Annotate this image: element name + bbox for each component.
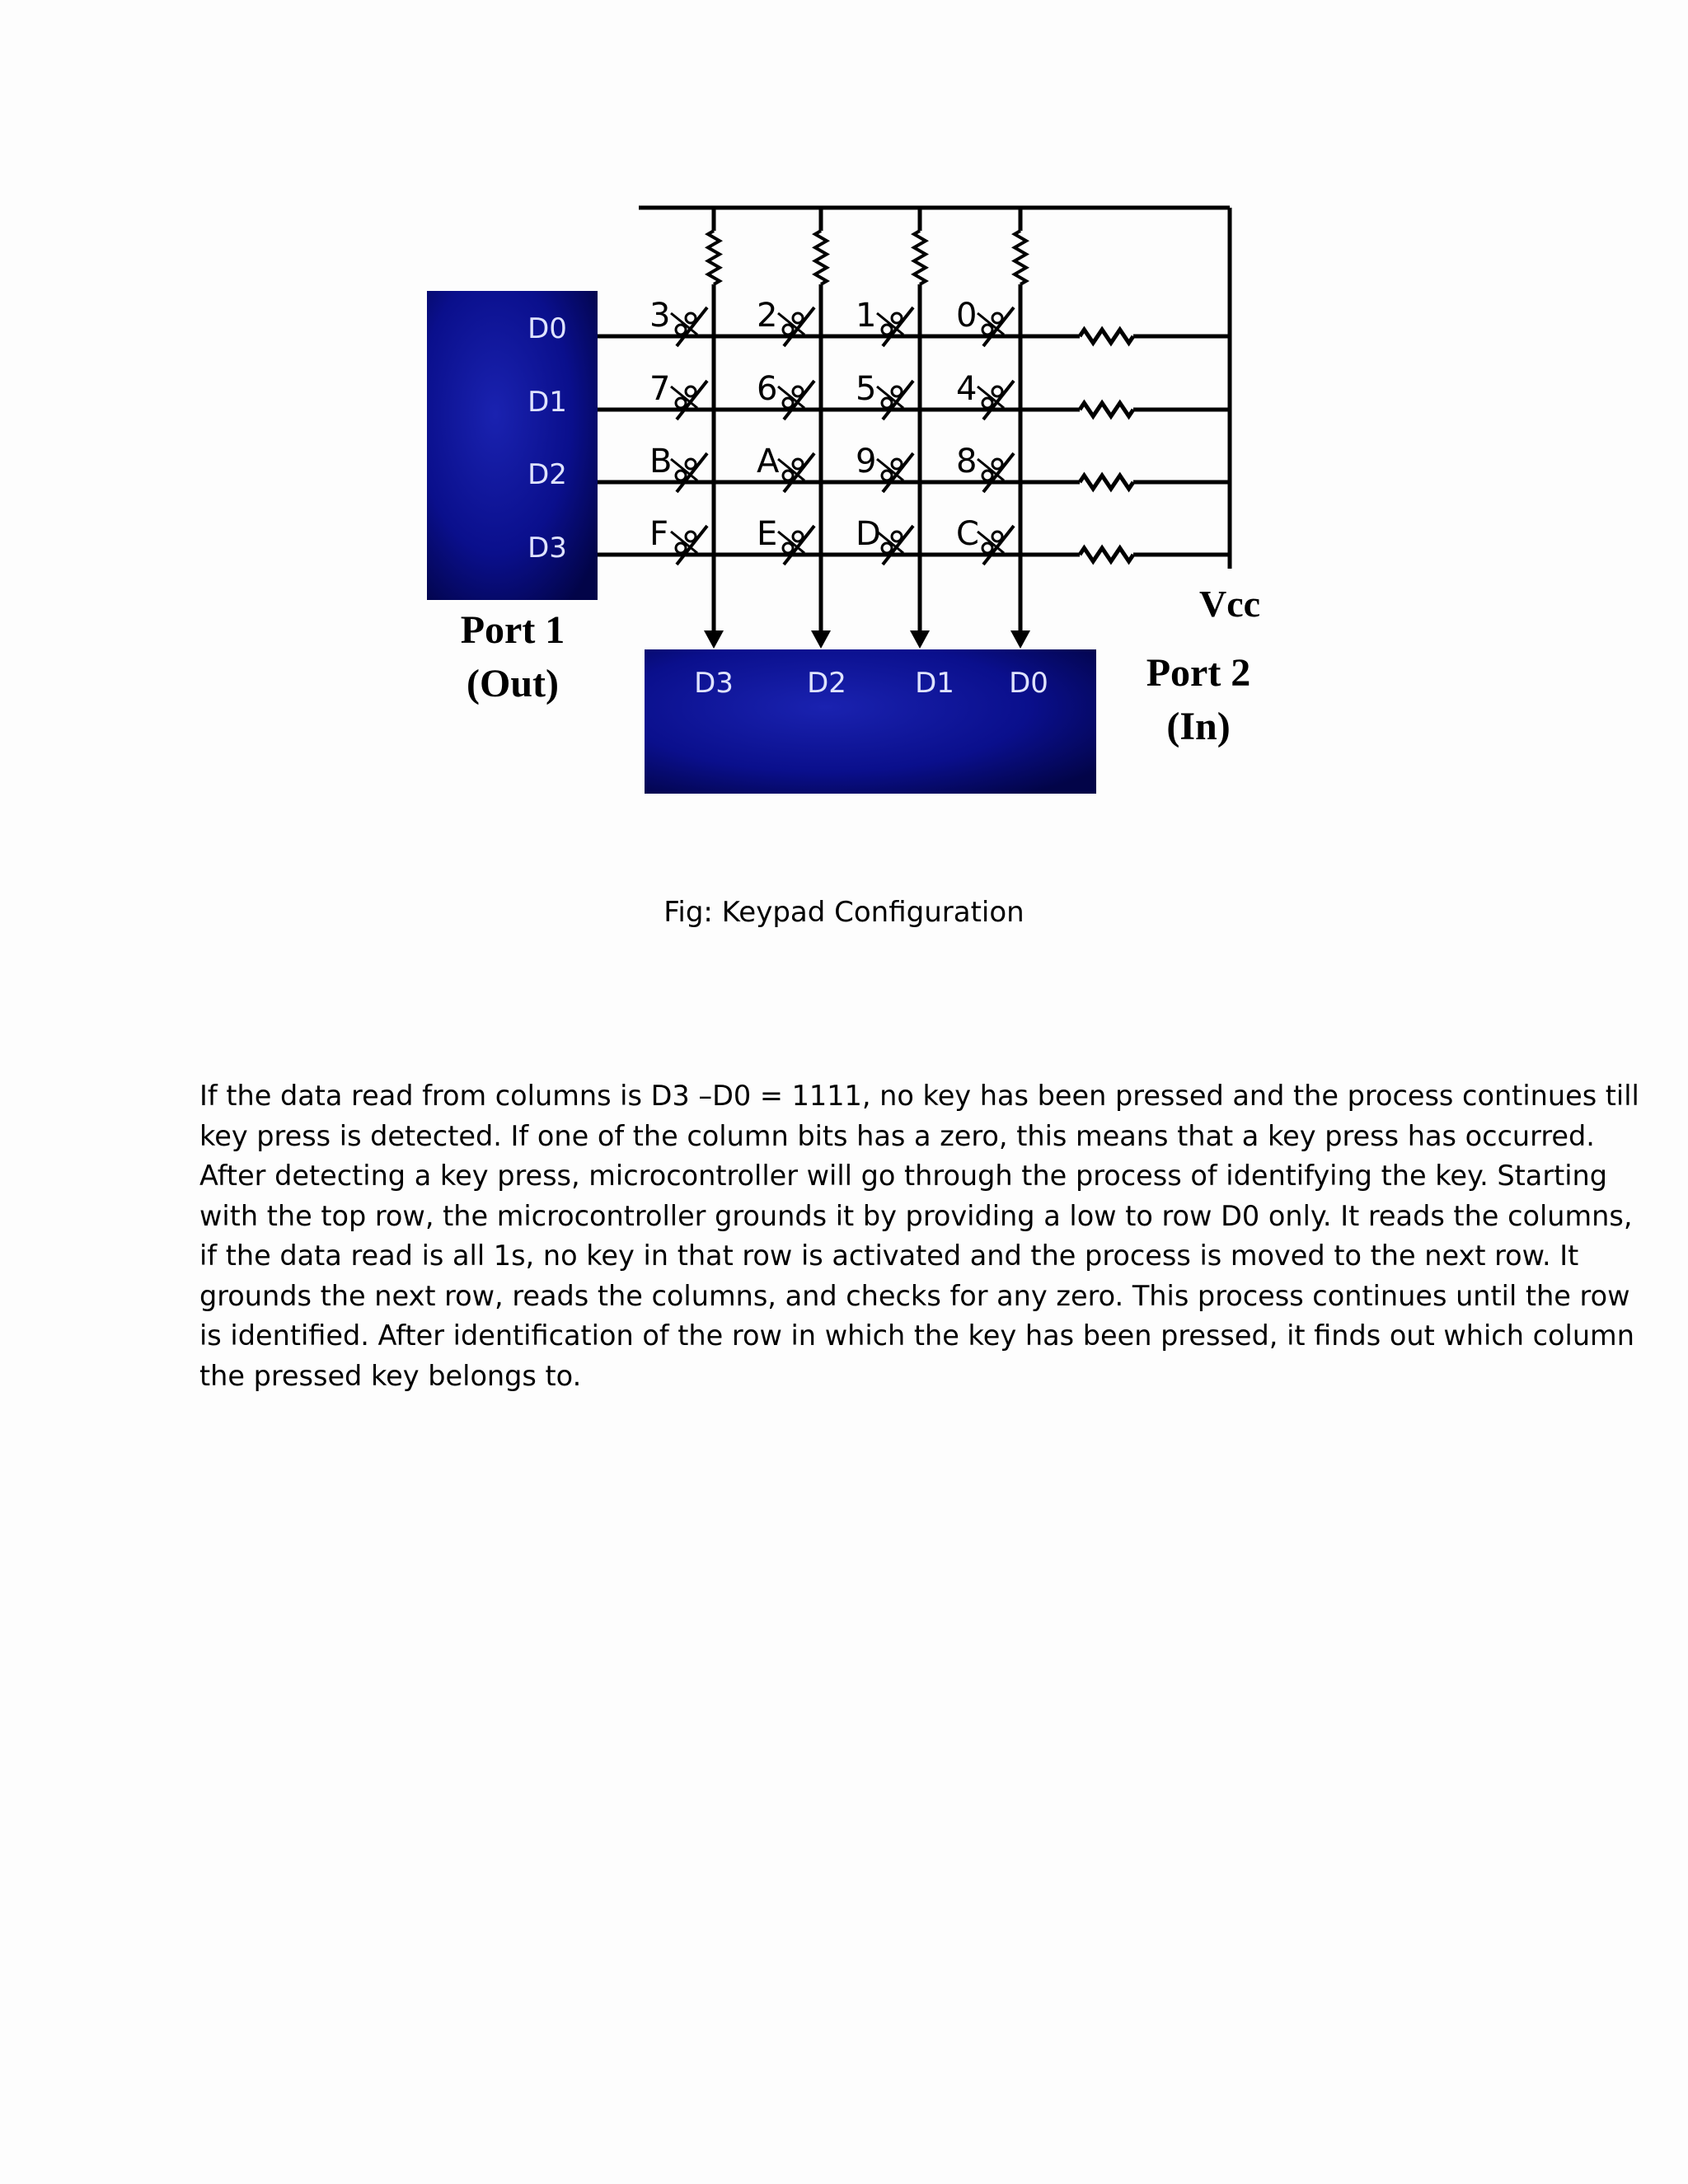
keypad-wiring	[598, 208, 1230, 649]
port2-bit-d3: D3	[694, 667, 734, 700]
switch-contact	[676, 543, 686, 553]
key-label: 0	[956, 297, 978, 335]
port2-name: Port 2	[1146, 651, 1251, 695]
key-label: C	[956, 515, 979, 553]
key-label: 8	[956, 443, 978, 480]
column-resistor	[708, 231, 720, 284]
key-label: F	[649, 515, 669, 553]
key-switch-icon	[978, 453, 1014, 492]
key-switch-icon	[877, 526, 913, 565]
column-resistor	[914, 231, 926, 284]
switch-contact	[783, 398, 793, 408]
port2-direction: (In)	[1166, 705, 1231, 748]
paragraph-line: After detecting a key press, microcontroller will go through the process of identifying the key. Starting	[199, 1160, 1608, 1192]
key-switch-icon	[778, 307, 814, 346]
port1-bit-d0: D0	[528, 312, 567, 345]
arrow-down-icon	[1010, 630, 1030, 649]
switch-contact	[882, 398, 892, 408]
key-label: 2	[757, 297, 778, 335]
switch-contact	[793, 313, 803, 323]
keypad-diagram	[412, 194, 1302, 804]
key-label: 1	[856, 297, 877, 335]
switch-contact	[992, 532, 1002, 541]
switch-contact	[982, 471, 992, 480]
arrow-down-icon	[811, 630, 831, 649]
key-switch-icon	[877, 307, 913, 346]
row-resistor	[1080, 330, 1133, 343]
key-switch-icon	[671, 453, 707, 492]
switch-contact	[882, 471, 892, 480]
switch-contact	[992, 387, 1002, 396]
port1-direction: (Out)	[467, 662, 559, 705]
switch-contact	[793, 387, 803, 396]
key-label: 5	[856, 370, 877, 408]
key-label: 3	[649, 297, 671, 335]
vcc-label: Vcc	[1198, 583, 1261, 625]
column-resistor	[1015, 231, 1026, 284]
paragraph-line: if the data read is all 1s, no key in that row is activated and the process is moved to the next row. It	[199, 1240, 1579, 1272]
paragraph-line: If the data read from columns is D3 –D0 = 1111, no key has been pressed and the process continues till	[199, 1080, 1639, 1112]
switch-contact	[676, 471, 686, 480]
port2-bit-d1: D1	[915, 667, 954, 700]
port1-bit-d3: D3	[528, 532, 567, 565]
row-resistor	[1080, 548, 1133, 561]
port1-name: Port 1	[460, 608, 565, 652]
switch-contact	[686, 387, 696, 396]
port1-bit-d2: D2	[528, 458, 567, 491]
body-paragraph	[199, 1076, 1639, 1396]
switch-contact	[892, 313, 902, 323]
keypad-configuration-figure	[412, 194, 1302, 804]
paragraph-line: the pressed key belongs to.	[199, 1359, 582, 1392]
port1-block	[427, 291, 598, 600]
key-label: 6	[757, 370, 778, 408]
switch-contact	[793, 459, 803, 469]
row-resistor	[1080, 403, 1133, 416]
switch-contact	[892, 532, 902, 541]
switch-contact	[882, 325, 892, 335]
key-label: D	[856, 515, 881, 553]
key-switch-icon	[778, 526, 814, 565]
switch-contact	[982, 325, 992, 335]
key-switch-icon	[778, 381, 814, 419]
port1-bit-d1: D1	[528, 386, 567, 419]
switch-contact	[882, 543, 892, 553]
paragraph-line: key press is detected. If one of the column bits has a zero, this means that a key press has occurred.	[199, 1119, 1595, 1152]
switch-contact	[982, 398, 992, 408]
key-label: 9	[856, 443, 877, 480]
switch-contact	[783, 543, 793, 553]
paragraph-line: grounds the next row, reads the columns, and checks for any zero. This process continues until the row	[199, 1279, 1630, 1312]
switch-contact	[793, 532, 803, 541]
key-switch-icon	[978, 381, 1014, 419]
switch-contact	[992, 313, 1002, 323]
key-switch-icon	[671, 381, 707, 419]
key-switch-icon	[671, 307, 707, 346]
key-switch-icon	[778, 453, 814, 492]
key-switch-icon	[877, 381, 913, 419]
port2-bit-d2: D2	[807, 667, 846, 700]
switch-contact	[676, 325, 686, 335]
switch-contact	[686, 532, 696, 541]
key-label: B	[649, 443, 673, 480]
switch-contact	[783, 325, 793, 335]
key-switch-icon	[671, 526, 707, 565]
switch-contact	[783, 471, 793, 480]
port2-bit-d0: D0	[1009, 667, 1048, 700]
paragraph-line: with the top row, the microcontroller grounds it by providing a low to row D0 only. It reads the columns,	[199, 1199, 1633, 1232]
key-switch-icon	[877, 453, 913, 492]
arrow-down-icon	[704, 630, 724, 649]
arrow-down-icon	[910, 630, 930, 649]
column-resistor	[815, 231, 827, 284]
paragraph-line: is identified. After identification of the row in which the key has been pressed, it finds out which column	[199, 1319, 1634, 1352]
key-switch-icon	[978, 307, 1014, 346]
switch-contact	[992, 459, 1002, 469]
switch-contact	[686, 313, 696, 323]
key-label: E	[757, 515, 778, 553]
key-label: 4	[956, 370, 978, 408]
switch-contact	[982, 543, 992, 553]
key-switch-icon	[978, 526, 1014, 565]
figure-caption: Fig: Keypad Configuration	[663, 896, 1025, 929]
switch-contact	[892, 459, 902, 469]
switch-contact	[892, 387, 902, 396]
row-resistor	[1080, 476, 1133, 489]
key-label: 7	[649, 370, 671, 408]
switch-contact	[676, 398, 686, 408]
key-label: A	[757, 443, 780, 480]
switch-contact	[686, 459, 696, 469]
